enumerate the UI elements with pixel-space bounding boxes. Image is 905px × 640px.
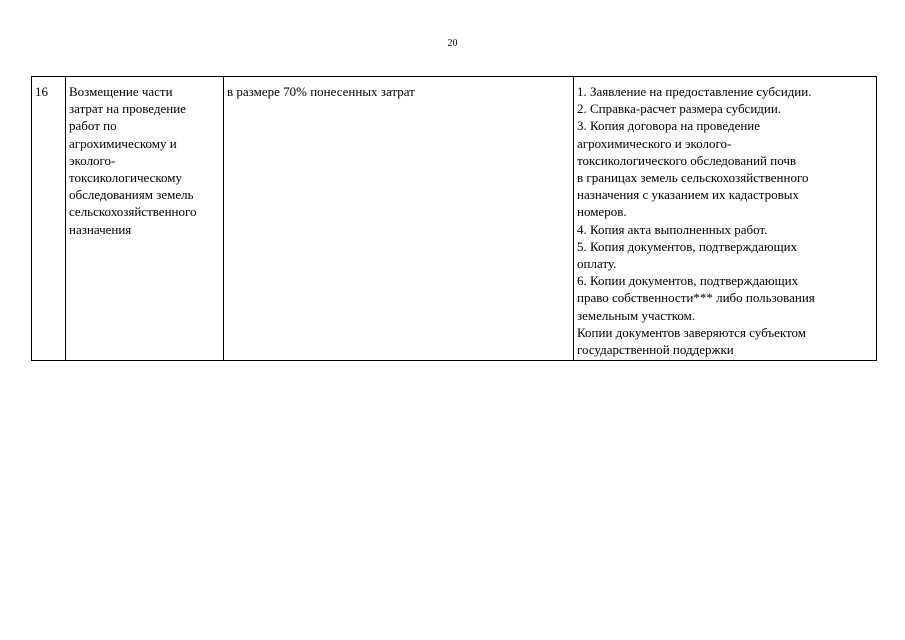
measure-name-line: назначения bbox=[69, 221, 132, 237]
row-number-cell: 16 bbox=[32, 77, 66, 361]
measure-name-line: эколого- bbox=[69, 152, 116, 168]
document-line: право собственности*** либо пользования bbox=[577, 290, 815, 306]
document-line: государственной поддержки bbox=[577, 342, 734, 358]
document-line: в границах земель сельскохозяйственного bbox=[577, 170, 809, 186]
measure-name-line: обследованиям земель bbox=[69, 187, 194, 203]
document-line: 2. Справка-расчет размера субсидии. bbox=[577, 101, 782, 117]
measure-name-line: агрохимическому и bbox=[69, 135, 177, 151]
table-row bbox=[32, 77, 877, 361]
subsidy-table bbox=[31, 76, 877, 361]
document-line: Копии документов заверяются субъектом bbox=[577, 324, 807, 340]
document-line: агрохимического и эколого- bbox=[577, 135, 732, 151]
page-number: 20 bbox=[447, 38, 458, 49]
document-line: токсикологического обследований почв bbox=[577, 152, 797, 168]
document-line: 4. Копия акта выполненных работ. bbox=[577, 221, 768, 237]
measure-name-cell bbox=[66, 77, 224, 361]
document-line: номеров. bbox=[577, 204, 627, 220]
measure-name-line: токсикологическому bbox=[69, 170, 183, 186]
document-line: 3. Копия договора на проведение bbox=[577, 118, 761, 134]
required-documents-cell bbox=[574, 77, 877, 361]
measure-name-line: сельскохозяйственного bbox=[69, 204, 197, 220]
subsidy-amount-cell: в размере 70% понесенных затрат bbox=[224, 77, 574, 361]
document-line: земельным участком. bbox=[577, 307, 696, 323]
measure-name-line: Возмещение части bbox=[69, 84, 173, 99]
measure-name-line: затрат на проведение bbox=[69, 101, 186, 117]
measure-name-line: работ по bbox=[69, 118, 117, 134]
document-line: 6. Копии документов, подтверждающих bbox=[577, 273, 799, 289]
document-line: назначения с указанием их кадастровых bbox=[577, 187, 799, 203]
document-line: оплату. bbox=[577, 256, 617, 272]
document-line: 1. Заявление на предоставление субсидии. bbox=[577, 84, 812, 99]
document-line: 5. Копия документов, подтверждающих bbox=[577, 238, 798, 254]
